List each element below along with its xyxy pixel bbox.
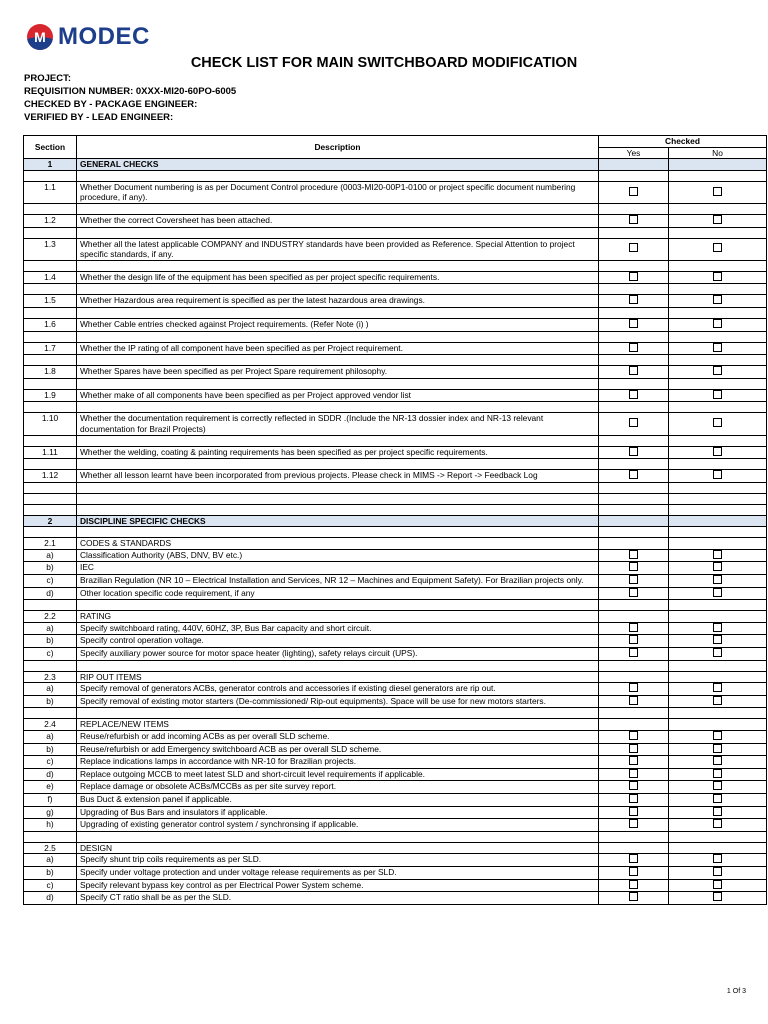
item-description: Whether the IP rating of all component have been specified as per Project requirement.	[77, 342, 599, 355]
item-description: RIP OUT ITEMS	[77, 671, 599, 683]
section-number: 2.5	[24, 842, 77, 854]
no-checkbox[interactable]	[713, 319, 722, 328]
item-description: Whether Cable entries checked against Project requirements. (Refer Note (i) )	[77, 318, 599, 331]
meta-project: PROJECT:	[24, 73, 71, 84]
section-number: c)	[24, 879, 77, 892]
no-checkbox[interactable]	[713, 623, 722, 632]
section-number: 2.2	[24, 611, 77, 623]
checklist-item-row	[24, 695, 767, 708]
checklist-item-row	[24, 743, 767, 756]
blank-row	[24, 527, 767, 538]
meta-requisition-number: REQUISITION NUMBER: 0XXX-MI20-60PO-6005	[24, 86, 237, 97]
header-section: Section	[24, 136, 77, 159]
item-description: Replace damage or obsolete ACBs/MCCBs as per site survey report.	[77, 781, 599, 794]
checklist-item-row	[24, 806, 767, 819]
document-title: CHECK LIST FOR MAIN SWITCHBOARD MODIFICATION	[190, 55, 578, 71]
yes-checkbox[interactable]	[629, 470, 638, 479]
section-number: 1.2	[24, 214, 77, 227]
checklist-item-row	[24, 635, 767, 648]
yes-checkbox[interactable]	[629, 731, 638, 740]
checklist-item-row	[24, 413, 767, 435]
section-number: 1.4	[24, 271, 77, 284]
item-description: Specify CT ratio shall be as per the SLD.	[77, 892, 599, 905]
checklist-body	[24, 159, 767, 905]
meta-verified-by: VERIFIED BY - LEAD ENGINEER:	[24, 112, 174, 123]
item-description: Specify relevant bypass key control as per Electrical Power System scheme.	[77, 879, 599, 892]
checklist-item-row	[24, 295, 767, 308]
checklist-item-row	[24, 756, 767, 769]
item-description: Specify removal of generators ACBs, generator controls and accessories if existing diesel generators are rip out.	[77, 683, 599, 696]
item-description: Whether the design life of the equipment has been specified as per project specific requirements.	[77, 271, 599, 284]
item-description: Bus Duct & extension panel if applicable.	[77, 793, 599, 806]
item-description: Whether make of all components have been specified as per Project approved vendor list	[77, 389, 599, 402]
section-number: a)	[24, 854, 77, 867]
logo-mark-letter: M	[34, 29, 46, 45]
blank-row	[24, 482, 767, 493]
yes-checkbox[interactable]	[629, 562, 638, 571]
section-number: a)	[24, 731, 77, 744]
blank-row	[24, 203, 767, 214]
blank-row	[24, 660, 767, 671]
section-number: h)	[24, 819, 77, 832]
item-description: Other location specific code requirement, if any	[77, 587, 599, 600]
blank-row	[24, 459, 767, 470]
yes-checkbox[interactable]	[629, 781, 638, 790]
item-description: Whether Hazardous area requirement is specified as per the latest hazardous area drawings.	[77, 295, 599, 308]
yes-checkbox[interactable]	[629, 756, 638, 765]
blank-row	[24, 227, 767, 238]
section-number: 1.6	[24, 318, 77, 331]
no-checkbox[interactable]	[713, 854, 722, 863]
no-checkbox[interactable]	[713, 696, 722, 705]
section-number: 2.3	[24, 671, 77, 683]
yes-checkbox[interactable]	[629, 343, 638, 352]
section-number: g)	[24, 806, 77, 819]
checklist-item-row	[24, 719, 767, 731]
item-description: Whether the correct Coversheet has been attached.	[77, 214, 599, 227]
logo-text: MODEC	[58, 23, 150, 50]
no-checkbox[interactable]	[713, 447, 722, 456]
header-no: No	[669, 147, 767, 159]
item-description: Specify control operation voltage.	[77, 635, 599, 648]
item-description: Whether Document numbering is as per Document Control procedure (0003-MI20-00P1-0100 or project specific document numbering procedure, if any).	[77, 181, 599, 203]
no-checkbox[interactable]	[713, 272, 722, 281]
checklist-item-row	[24, 768, 767, 781]
checklist-item-row	[24, 366, 767, 379]
blank-row	[24, 435, 767, 446]
no-checkbox[interactable]	[713, 390, 722, 399]
yes-checkbox[interactable]	[629, 807, 638, 816]
item-description: Reuse/refurbish or add Emergency switchboard ACB as per overall SLD scheme.	[77, 743, 599, 756]
no-checkbox[interactable]	[713, 781, 722, 790]
blank-row	[24, 170, 767, 181]
item-description: REPLACE/NEW ITEMS	[77, 719, 599, 731]
yes-checkbox[interactable]	[629, 635, 638, 644]
yes-checkbox[interactable]	[629, 696, 638, 705]
no-checkbox[interactable]	[713, 366, 722, 375]
item-description: Replace indications lamps in accordance with NR-10 for Brazilian projects.	[77, 756, 599, 769]
blank-row	[24, 260, 767, 271]
section-number: 1.1	[24, 181, 77, 203]
section-number: 1.7	[24, 342, 77, 355]
item-description: Classification Authority (ABS, DNV, BV etc.)	[77, 549, 599, 562]
yes-checkbox[interactable]	[629, 892, 638, 901]
section-number: b)	[24, 695, 77, 708]
yes-checkbox[interactable]	[629, 187, 638, 196]
section-number: a)	[24, 683, 77, 696]
checklist-item-row	[24, 622, 767, 635]
item-description: Reuse/refurbish or add incoming ACBs as per overall SLD scheme.	[77, 731, 599, 744]
yes-checkbox[interactable]	[629, 366, 638, 375]
checklist-item-row	[24, 611, 767, 623]
checklist-item-row	[24, 648, 767, 661]
checklist-item-row	[24, 854, 767, 867]
no-checkbox[interactable]	[713, 756, 722, 765]
blank-row	[24, 600, 767, 611]
section-number: a)	[24, 549, 77, 562]
section-number: 2.1	[24, 538, 77, 550]
item-description: CODES & STANDARDS	[77, 538, 599, 550]
section-number: 1.10	[24, 413, 77, 435]
item-description: Brazilian Regulation (NR 10 – Electrical Installation and Services, NR 12 – Machines and Equipment Safety). For Brazilian projects only.	[77, 575, 599, 588]
checklist-item-row	[24, 842, 767, 854]
yes-checkbox[interactable]	[629, 769, 638, 778]
checklist-item-row	[24, 446, 767, 459]
no-checkbox[interactable]	[713, 683, 722, 692]
checklist-item-row	[24, 549, 767, 562]
modec-logo	[27, 22, 150, 52]
item-description: Specify shunt trip coils requirements as per SLD.	[77, 854, 599, 867]
section-number: d)	[24, 892, 77, 905]
checklist-item-row	[24, 318, 767, 331]
blank-row	[24, 493, 767, 504]
section-number: e)	[24, 781, 77, 794]
no-checkbox[interactable]	[713, 470, 722, 479]
no-checkbox[interactable]	[713, 187, 722, 196]
section-number: 2	[24, 515, 77, 527]
checklist-item-row	[24, 181, 767, 203]
checklist-item-row	[24, 866, 767, 879]
no-checkbox[interactable]	[713, 588, 722, 597]
yes-checkbox[interactable]	[629, 623, 638, 632]
section-number: 1.5	[24, 295, 77, 308]
item-description: RATING	[77, 611, 599, 623]
checklist-item-row	[24, 892, 767, 905]
header-description: Description	[77, 136, 599, 159]
no-checkbox[interactable]	[713, 880, 722, 889]
blank-row	[24, 831, 767, 842]
blank-row	[24, 504, 767, 515]
no-checkbox[interactable]	[713, 243, 722, 252]
yes-checkbox[interactable]	[629, 215, 638, 224]
checklist-item-row	[24, 683, 767, 696]
section-number: f)	[24, 793, 77, 806]
section-header-row	[24, 159, 767, 171]
section-number: d)	[24, 587, 77, 600]
section-number: c)	[24, 756, 77, 769]
yes-checkbox[interactable]	[629, 550, 638, 559]
no-checkbox[interactable]	[713, 807, 722, 816]
yes-checkbox[interactable]	[629, 243, 638, 252]
blank-row	[24, 284, 767, 295]
yes-checkbox[interactable]	[629, 588, 638, 597]
checklist-item-row	[24, 214, 767, 227]
yes-checkbox[interactable]	[629, 648, 638, 657]
item-description: Whether the welding, coating & painting requirements has been specified as per project specific requirements.	[77, 446, 599, 459]
section-number: c)	[24, 575, 77, 588]
checklist-item-row	[24, 731, 767, 744]
item-description: Replace outgoing MCCB to meet latest SLD and short-circuit level requirements if applicable.	[77, 768, 599, 781]
no-checkbox[interactable]	[713, 575, 722, 584]
modec-logo-icon	[27, 24, 53, 50]
item-description: Specify switchboard rating, 440V, 60HZ, 3P, Bus Bar capacity and short circuit.	[77, 622, 599, 635]
yes-checkbox[interactable]	[629, 880, 638, 889]
yes-checkbox[interactable]	[629, 819, 638, 828]
no-checkbox[interactable]	[713, 295, 722, 304]
checklist-item-row	[24, 671, 767, 683]
section-number: b)	[24, 562, 77, 575]
item-description: Specify under voltage protection and under voltage release requirements as per SLD.	[77, 866, 599, 879]
no-checkbox[interactable]	[713, 635, 722, 644]
yes-checkbox[interactable]	[629, 575, 638, 584]
no-checkbox[interactable]	[713, 794, 722, 803]
no-checkbox[interactable]	[713, 418, 722, 427]
blank-row	[24, 708, 767, 719]
no-checkbox[interactable]	[713, 550, 722, 559]
checklist-item-row	[24, 238, 767, 260]
item-description: Specify auxiliary power source for motor space heater (lighting), safety relays circuit (UPS).	[77, 648, 599, 661]
yes-checkbox[interactable]	[629, 447, 638, 456]
blank-row	[24, 307, 767, 318]
checklist-item-row	[24, 470, 767, 483]
yes-checkbox[interactable]	[629, 744, 638, 753]
yes-checkbox[interactable]	[629, 854, 638, 863]
checklist-table	[23, 135, 767, 905]
section-number: b)	[24, 635, 77, 648]
no-checkbox[interactable]	[713, 819, 722, 828]
yes-checkbox[interactable]	[629, 319, 638, 328]
checklist-item-row	[24, 562, 767, 575]
item-description: DESIGN	[77, 842, 599, 854]
section-number: 1.3	[24, 238, 77, 260]
no-checkbox[interactable]	[713, 215, 722, 224]
yes-checkbox[interactable]	[629, 794, 638, 803]
item-description: GENERAL CHECKS	[77, 159, 599, 171]
meta-checked-by: CHECKED BY - PACKAGE ENGINEER:	[24, 99, 198, 110]
item-description: Specify removal of existing motor starters (De-commissioned/ Rip-out equipments). Space will be use for new motors starters.	[77, 695, 599, 708]
checklist-item-row	[24, 538, 767, 550]
section-header-row	[24, 515, 767, 527]
yes-checkbox[interactable]	[629, 867, 638, 876]
blank-row	[24, 378, 767, 389]
checklist-item-row	[24, 819, 767, 832]
item-description: Whether the documentation requirement is correctly reflected in SDDR .(Include the NR-13 dossier index and NR-13 relevant documentation for Brazil Projects)	[77, 413, 599, 435]
yes-checkbox[interactable]	[629, 390, 638, 399]
section-number: 1	[24, 159, 77, 171]
no-checkbox[interactable]	[713, 562, 722, 571]
no-checkbox[interactable]	[713, 731, 722, 740]
yes-checkbox[interactable]	[629, 418, 638, 427]
section-number: 1.9	[24, 389, 77, 402]
yes-checkbox[interactable]	[629, 272, 638, 281]
section-number: d)	[24, 768, 77, 781]
no-checkbox[interactable]	[713, 343, 722, 352]
checklist-item-row	[24, 342, 767, 355]
checklist-item-row	[24, 879, 767, 892]
item-description: Whether all lesson learnt have been incorporated from previous projects. Please check in MIMS -> Report -> Feedback Log	[77, 470, 599, 483]
checklist-item-row	[24, 781, 767, 794]
blank-row	[24, 331, 767, 342]
section-number: b)	[24, 866, 77, 879]
section-number: a)	[24, 622, 77, 635]
item-description: Whether Spares have been specified as per Project Spare requirement philosophy.	[77, 366, 599, 379]
blank-row	[24, 355, 767, 366]
section-number: c)	[24, 648, 77, 661]
no-checkbox[interactable]	[713, 744, 722, 753]
no-checkbox[interactable]	[713, 648, 722, 657]
header-checked: Checked	[599, 136, 767, 148]
page-number: 1 Of 3	[726, 988, 746, 995]
no-checkbox[interactable]	[713, 769, 722, 778]
checklist-item-row	[24, 271, 767, 284]
no-checkbox[interactable]	[713, 892, 722, 901]
section-number: 2.4	[24, 719, 77, 731]
checklist-item-row	[24, 793, 767, 806]
no-checkbox[interactable]	[713, 867, 722, 876]
blank-row	[24, 402, 767, 413]
document-meta	[24, 72, 236, 124]
yes-checkbox[interactable]	[629, 295, 638, 304]
section-number: 1.12	[24, 470, 77, 483]
yes-checkbox[interactable]	[629, 683, 638, 692]
item-description: DISCIPLINE SPECIFIC CHECKS	[77, 515, 599, 527]
section-number: 1.8	[24, 366, 77, 379]
item-description: IEC	[77, 562, 599, 575]
checklist-item-row	[24, 575, 767, 588]
item-description: Upgrading of existing generator control system / synchronsing if applicable.	[77, 819, 599, 832]
item-description: Whether all the latest applicable COMPANY and INDUSTRY standards have been provided as Reference. Special Attention to project specific standards, if any.	[77, 238, 599, 260]
section-number: 1.11	[24, 446, 77, 459]
checklist-item-row	[24, 389, 767, 402]
item-description: Upgrading of Bus Bars and insulators if applicable.	[77, 806, 599, 819]
header-yes: Yes	[599, 147, 669, 159]
checklist-item-row	[24, 587, 767, 600]
section-number: b)	[24, 743, 77, 756]
